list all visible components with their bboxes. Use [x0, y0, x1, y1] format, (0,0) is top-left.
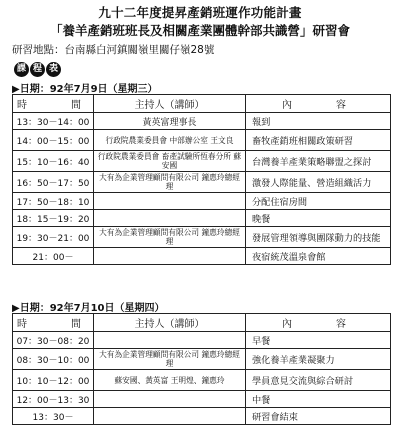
header-host: 主持人（講師）: [94, 95, 246, 113]
header-time: 時 間: [13, 95, 94, 113]
table-row: [13, 391, 391, 408]
cell-host: [94, 248, 246, 265]
day1-heading: ▶日期：92年7月9日（星期三）: [12, 84, 158, 95]
cell-time: 17：50－18：10: [13, 193, 94, 210]
cell-content: 強化養羊產業凝聚力: [246, 349, 391, 370]
cell-content: 研習會結束: [246, 408, 391, 425]
cell-time: 08：30－10：00: [13, 349, 94, 370]
cell-time: 16：50－17：50: [13, 172, 94, 193]
cell-host: 大有為企業管理顧問有限公司 鐘惠玲總經理: [94, 227, 246, 248]
badge-char: 表: [46, 62, 61, 77]
cell-content: 早餐: [246, 332, 391, 349]
day1-schedule-table: [12, 94, 391, 265]
cell-host: [94, 193, 246, 210]
cell-content: 台灣養羊產業策略聯盟之探討: [246, 151, 391, 172]
badge-char: 程: [30, 62, 45, 77]
cell-content: 分配住宿房間: [246, 193, 391, 210]
table-row: [13, 130, 391, 151]
venue-label: 研習地點：: [12, 44, 65, 56]
table-row: [13, 193, 391, 210]
cell-host: [94, 210, 246, 227]
cell-content: 晚餐: [246, 210, 391, 227]
cell-time: 15：10－16：40: [13, 151, 94, 172]
cell-content: 報到: [246, 113, 391, 130]
header-time: 時 間: [13, 314, 94, 332]
cell-host: 黃英富理事長: [94, 113, 246, 130]
cell-time: 13：30－14：00: [13, 113, 94, 130]
cell-host: 行政院農業委員會 中部辦公室 王文良: [94, 130, 246, 151]
cell-time: 18：15－19：20: [13, 210, 94, 227]
cell-host: 行政院農業委員會 畜產試驗所恆春分所 蘇安國: [94, 151, 246, 172]
header-content: 內 容: [246, 95, 391, 113]
table-row: [13, 172, 391, 193]
table-row: [13, 210, 391, 227]
cell-time: 19：30－21：00: [13, 227, 94, 248]
document-title: 九十二年度提昇產銷班運作功能計畫: [98, 5, 302, 20]
table-header-row: [13, 314, 391, 332]
day2-heading: ▶日期：92年7月10日（星期四）: [12, 303, 165, 314]
cell-content: 夜宿統茂溫泉會館: [246, 248, 391, 265]
cell-content: 畜牧產銷班相關政策研習: [246, 130, 391, 151]
cell-content: 學員意見交流與綜合研討: [246, 370, 391, 391]
header-host: 主持人（講師）: [94, 314, 246, 332]
cell-time: 14：00－15：00: [13, 130, 94, 151]
venue-value: 台南縣白河鎮關嶺里關仔嶺28號: [64, 44, 215, 56]
table-row: [13, 408, 391, 425]
table-row: [13, 113, 391, 130]
table-row: [13, 227, 391, 248]
venue-line: [12, 42, 214, 57]
cell-time: 13：30－: [13, 408, 94, 425]
cell-time: 12：00－13：30: [13, 391, 94, 408]
cell-time: 21：00－: [13, 248, 94, 265]
cell-host: [94, 408, 246, 425]
cell-content: 激發人際能量、營造組織活力: [246, 172, 391, 193]
table-row: [13, 248, 391, 265]
table-row: [13, 349, 391, 370]
table-header-row: [13, 95, 391, 113]
badge-char: 課: [14, 62, 29, 77]
table-row: [13, 151, 391, 172]
cell-host: 大有為企業管理顧問有限公司 鐘惠玲總經理: [94, 172, 246, 193]
cell-host: 蘇安國、黃英富 王明煌、鐘惠玲: [94, 370, 246, 391]
document-subtitle: 「養羊產銷班班長及相關產業團體幹部共識營」研習會: [49, 23, 350, 38]
cell-host: [94, 332, 246, 349]
schedule-badge: [14, 62, 61, 77]
table-row: [13, 332, 391, 349]
day2-schedule-table: [12, 313, 391, 425]
cell-content: 中餐: [246, 391, 391, 408]
cell-time: 10：10－12：00: [13, 370, 94, 391]
cell-time: 07：30－08：20: [13, 332, 94, 349]
header-content: 內 容: [246, 314, 391, 332]
cell-content: 發展管理領導與團隊動力的技能: [246, 227, 391, 248]
cell-host: [94, 391, 246, 408]
table-row: [13, 370, 391, 391]
cell-host: 大有為企業管理顧問有限公司 鐘惠玲總經理: [94, 349, 246, 370]
